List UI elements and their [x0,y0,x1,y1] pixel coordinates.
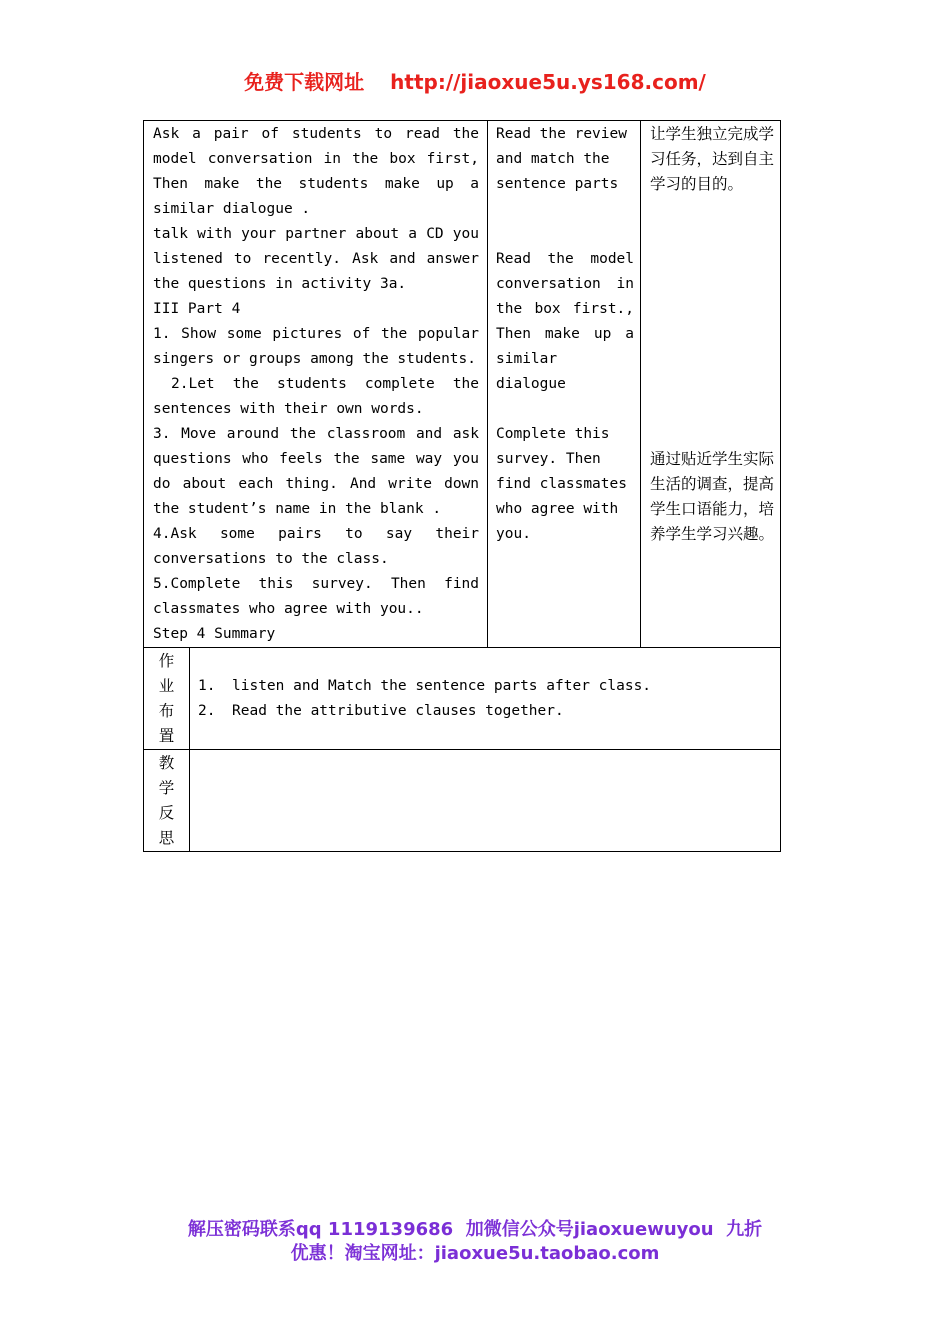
homework-item-text: listen and Match the sentence parts after class. [232,678,652,694]
teacher-line: talk with your partner about a CD you [153,226,480,242]
student-line: Read the model [496,251,635,267]
student-line: Complete this [496,426,610,442]
student-line: conversation in [496,276,635,292]
student-line: the box first., [496,301,635,317]
homework-item [198,674,780,699]
homework-item [198,699,780,724]
footer-line-2: 优惠！淘宝网址：jiaoxue5u.taobao.com [290,1243,660,1264]
header-url[interactable]: http://jiaoxue5u.ys168.com/ [390,70,706,94]
student-line: Read the review [496,126,627,142]
homework-content [190,648,781,750]
student-activity-cell [488,121,641,648]
teacher-line: Then make the students make up a [153,176,480,192]
label-char: 作 [158,652,175,670]
teacher-line: the student’s name in the blank . [153,501,442,517]
teacher-line: conversations to the class. [153,551,389,567]
homework-item-number: 2. [198,703,216,719]
student-line: similar dialogue [496,351,566,392]
student-line: find classmates [496,476,627,492]
footer-notice [0,1218,950,1266]
homework-label [144,648,190,750]
teacher-line: 5.Complete this survey. Then find [153,576,480,592]
purpose-cell [641,121,781,648]
teacher-line: model conversation in the box first, [153,151,480,167]
reflection-content [190,750,781,852]
homework-item-number: 1. [198,678,216,694]
label-char: 教 [158,754,175,772]
student-line: you. [496,526,531,542]
student-line: Then make up a [496,326,635,342]
label-char: 业 [158,677,175,695]
student-line: who agree with [496,501,619,517]
label-char: 置 [158,727,175,745]
teacher-line: 4.Ask some pairs to say their [153,526,480,542]
reflection-row [144,750,781,852]
teacher-activity-cell [144,121,488,648]
teacher-line: Ask a pair of students to read the [153,126,480,142]
student-line: and match the [496,151,610,167]
student-line: survey. Then [496,451,601,467]
label-char: 学 [158,779,175,797]
purpose-text-1: 让学生独立完成学习任务，达到自主学习的目的。 [650,125,775,193]
footer-line-1: 解压密码联系qq 1119139686 加微信公众号jiaoxuewuyou 九折 [187,1219,763,1240]
reflection-label [144,750,190,852]
teacher-line: III Part 4 [153,301,241,317]
activity-row [144,121,781,648]
lesson-plan-table [143,120,781,852]
teacher-line: 1. Show some pictures of the popular [153,326,480,342]
teacher-line: similar dialogue . [153,201,311,217]
student-line: sentence parts [496,176,619,192]
label-char: 反 [158,804,175,822]
teacher-line: Step 4 Summary [153,626,276,642]
teacher-line: do about each thing. And write down [153,476,480,492]
teacher-line: singers or groups among the students. [153,351,477,367]
homework-item-text: Read the attributive clauses together. [232,703,564,719]
header-label: 免费下载网址 [244,70,365,94]
teacher-line: questions who feels the same way you [153,451,480,467]
teacher-line: classmates who agree with you.. [153,601,424,617]
teacher-line: sentences with their own words. [153,401,424,417]
label-char: 思 [158,829,175,847]
teacher-line: 3. Move around the classroom and ask [153,426,480,442]
label-char: 布 [158,702,175,720]
homework-row [144,648,781,750]
teacher-line: the questions in activity 3a. [153,276,407,292]
teacher-line: 2.Let the students complete the [171,376,480,392]
purpose-text-2: 通过贴近学生实际生活的调查，提高学生口语能力，培养学生学习兴趣。 [650,450,775,543]
download-header [0,66,950,95]
teacher-line: listened to recently. Ask and answer [153,251,480,267]
